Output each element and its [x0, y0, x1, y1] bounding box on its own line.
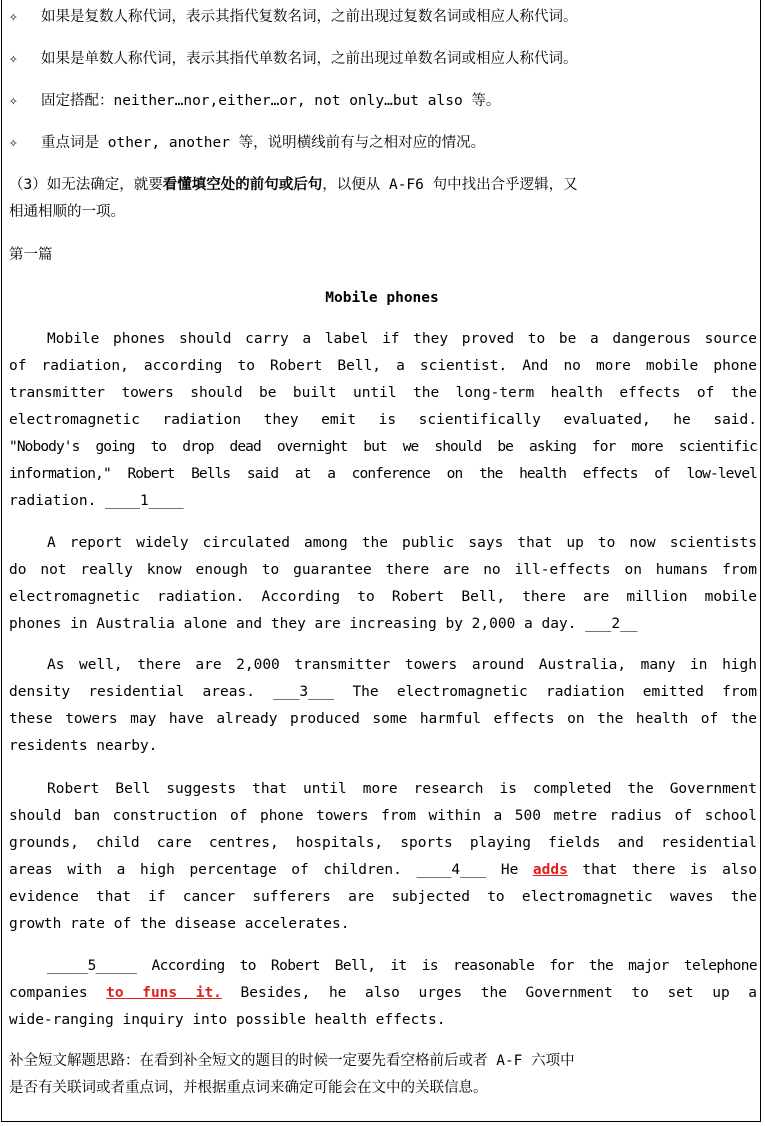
article-paragraph-5: _____5_____ According to Robert Bell, it is reasonable for the major telephone companies to funs it. Besides, he also urges the Government to set up a wide-ranging inquiry into possible health effects.	[9, 958, 757, 1028]
highlighted-phrase: to funs it.	[106, 985, 222, 1001]
bullet-item: ✧ 如果是单数人称代词，表示其指代单数名词，之前出现过单数名词或相应人称代词。	[9, 46, 757, 73]
article-paragraph-2: A report widely circulated among the public says that up to now scientists do not really know enough to guarantee there are no ill-effects on humans from electromagnetic radiation. According to Robert Bell, there are million mobile phones in Australia alone and they are increasing by 2,000 a day. ___2__	[9, 535, 757, 632]
article-title: Mobile phones	[325, 290, 439, 306]
bullet-item: ✧ 重点词是 other, another 等，说明横线前有与之相对应的情况。	[9, 130, 757, 157]
document-page	[1, 0, 761, 1122]
article-paragraph-3: As well, there are 2,000 transmitter towers around Australia, many in high density residential areas. ___3___ The electromagnetic radiation emitted from these towers may have already produced some harmful effects on the health of the residents nearby.	[9, 657, 757, 754]
diamond-bullet-icon: ✧	[9, 93, 18, 109]
bullet-item: ✧ 固定搭配：neither…nor,either…or, not only…but also 等。	[9, 88, 757, 115]
tip-paragraph: （3）如无法确定，就要看懂填空处的前句或后句，以便从 A-F6 句中找出合乎逻辑，又 相通相顺的一项。	[9, 177, 578, 220]
diamond-bullet-icon: ✧	[9, 51, 18, 67]
section-label: 第一篇	[9, 247, 53, 263]
diamond-bullet-icon: ✧	[9, 135, 18, 151]
article-paragraph-1: Mobile phones should carry a label if they proved to be a dangerous source of radiation, according to Robert Bell, a scientist. And no more mobile phone transmitter towers should be built until the long-term health effects of the electromagnetic radiation they emit is scientifically evaluated, he said. "Nobody's going to drop dead overnight but we should be asking for more scientific information," Robert Bells said at a conference on the health effects of low-level radiation. ____1____	[9, 331, 757, 509]
diamond-bullet-icon: ✧	[9, 9, 18, 25]
solution-tip: 补全短文解题思路：在看到补全短文的题目的时候一定要先看空格前后或者 A-F 六项中 是否有关联词或者重点词，并根据重点词来确定可能会在文中的关联信息。	[9, 1053, 575, 1096]
highlighted-word-adds: adds	[532, 862, 568, 878]
bullet-item: ✧ 如果是复数人称代词，表示其指代复数名词，之前出现过复数名词或相应人称代词。	[9, 4, 757, 31]
tip-emphasis: 看懂填空处的前句或后句	[162, 177, 323, 193]
article-paragraph-4: Robert Bell suggests that until more research is completed the Government should ban construction of phone towers from within a 500 metre radius of school grounds, child care centres, hospitals, sports playing fields and residential areas with a high percentage of children. ____4___ He adds that there is also evidence that if cancer sufferers are subjected to electromagnetic waves the growth rate of the disease accelerates.	[9, 781, 757, 932]
